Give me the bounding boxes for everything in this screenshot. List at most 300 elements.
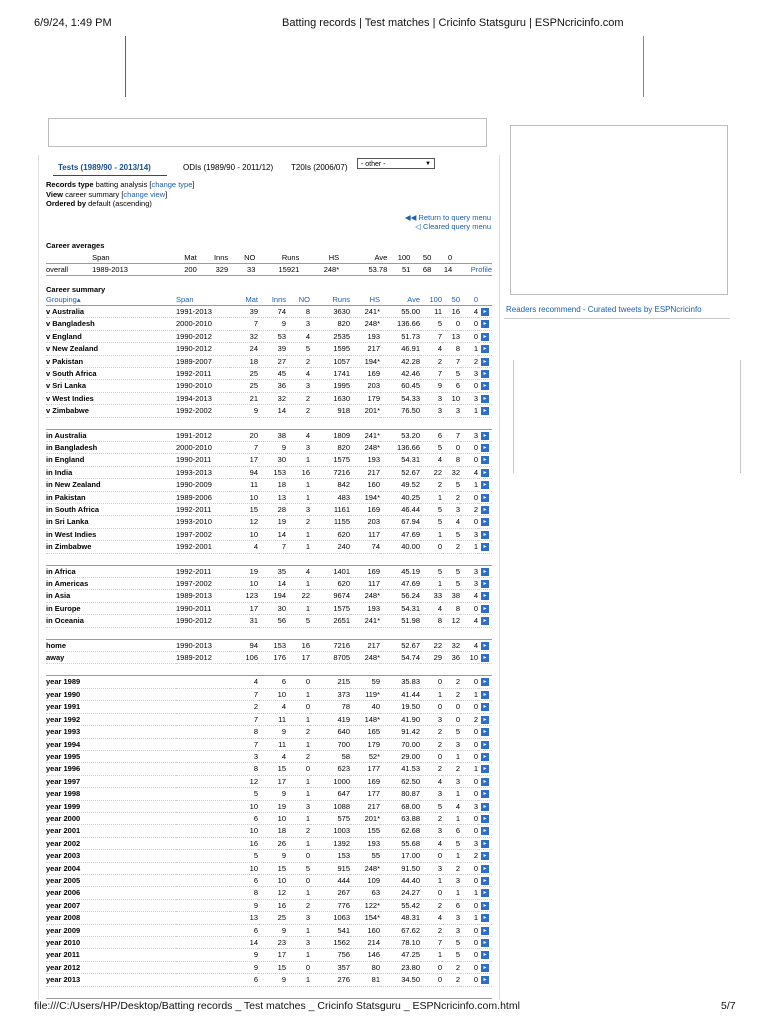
row-label: home bbox=[46, 639, 176, 651]
table-cell: 7 bbox=[230, 441, 258, 453]
table-cell: 30 bbox=[258, 602, 286, 614]
table-cell: 201* bbox=[350, 405, 380, 417]
table-cell: 3 bbox=[442, 504, 460, 516]
table-cell: 12 bbox=[258, 887, 286, 899]
row-label: year 2007 bbox=[46, 899, 176, 911]
table-cell: 1991-2013 bbox=[176, 305, 230, 317]
table-cell: 1991-2012 bbox=[176, 429, 230, 441]
table-cell: 0 bbox=[420, 850, 442, 862]
table-cell: 248* bbox=[299, 263, 339, 275]
table-cell: 13 bbox=[230, 912, 258, 924]
records-type-value: batting analysis bbox=[95, 180, 148, 189]
expand-arrow-icon[interactable]: ▸ bbox=[481, 432, 489, 440]
view-label: View bbox=[46, 189, 63, 199]
table-cell: 2 bbox=[442, 688, 460, 700]
row-expand-cell bbox=[478, 343, 492, 355]
separator-cell bbox=[442, 986, 460, 998]
table-cell: 5 bbox=[442, 726, 460, 738]
table-cell: 33 bbox=[420, 590, 442, 602]
table-cell: 3 bbox=[442, 405, 460, 417]
table-cell: 1 bbox=[286, 479, 310, 491]
row-label: v New Zealand bbox=[46, 343, 176, 355]
table-cell: 1401 bbox=[310, 565, 350, 577]
row-label: year 2005 bbox=[46, 874, 176, 886]
expand-arrow-icon[interactable]: ▸ bbox=[481, 345, 489, 353]
table-cell: 203 bbox=[350, 516, 380, 528]
table-cell: 106 bbox=[230, 652, 258, 664]
table-cell bbox=[176, 899, 230, 911]
profile-link[interactable]: Profile bbox=[452, 263, 492, 275]
column-header: HS bbox=[299, 252, 339, 264]
grouping-sort-header[interactable]: Grouping▴ bbox=[46, 294, 176, 306]
page-title: Batting records | Test matches | Cricinfo Statsguru | ESPNcricinfo.com bbox=[282, 17, 624, 29]
table-cell: 10 bbox=[230, 491, 258, 503]
table-row bbox=[46, 912, 492, 924]
table-cell bbox=[176, 713, 230, 725]
expand-arrow-icon[interactable]: ▸ bbox=[481, 382, 489, 390]
table-cell: 0 bbox=[420, 974, 442, 986]
table-row bbox=[46, 974, 492, 986]
table-cell: 119* bbox=[350, 688, 380, 700]
expand-arrow-icon[interactable]: ▸ bbox=[481, 407, 489, 415]
row-label: away bbox=[46, 652, 176, 664]
table-cell: 0 bbox=[460, 825, 478, 837]
table-cell: 1 bbox=[286, 578, 310, 590]
table-cell: 3 bbox=[230, 750, 258, 762]
table-cell: 146 bbox=[350, 949, 380, 961]
table-cell: 68 bbox=[410, 263, 431, 275]
table-cell: 22 bbox=[420, 466, 442, 478]
table-cell: 3 bbox=[286, 937, 310, 949]
row-expand-cell bbox=[478, 874, 492, 886]
row-expand-cell bbox=[478, 825, 492, 837]
table-cell: 4 bbox=[420, 602, 442, 614]
change-view-link[interactable]: change view bbox=[123, 189, 166, 199]
table-cell: 148* bbox=[350, 713, 380, 725]
table-cell: 4 bbox=[286, 367, 310, 379]
table-cell: 4 bbox=[230, 541, 258, 553]
career-averages-header-row bbox=[46, 252, 492, 264]
expand-arrow-icon[interactable]: ▸ bbox=[481, 617, 489, 625]
table-row bbox=[46, 850, 492, 862]
table-cell: 1990-2013 bbox=[176, 639, 230, 651]
table-cell: 3 bbox=[420, 392, 442, 404]
row-expand-cell bbox=[478, 528, 492, 540]
separator-cell bbox=[310, 417, 350, 429]
table-cell: 54.33 bbox=[380, 392, 420, 404]
table-row bbox=[46, 355, 492, 367]
table-cell: 15 bbox=[230, 504, 258, 516]
table-cell: 60.45 bbox=[380, 380, 420, 392]
table-cell: 193 bbox=[350, 454, 380, 466]
row-expand-cell bbox=[478, 602, 492, 614]
expand-arrow-icon[interactable]: ▸ bbox=[481, 580, 489, 588]
table-cell: 0 bbox=[460, 602, 478, 614]
table-cell: 18 bbox=[258, 825, 286, 837]
table-cell: 2 bbox=[420, 899, 442, 911]
table-cell bbox=[176, 837, 230, 849]
expand-arrow-icon[interactable]: ▸ bbox=[481, 840, 489, 848]
row-expand-cell bbox=[478, 837, 492, 849]
expand-arrow-icon[interactable]: ▸ bbox=[481, 703, 489, 711]
expand-arrow-icon[interactable]: ▸ bbox=[481, 852, 489, 860]
separator-cell bbox=[460, 417, 478, 429]
expand-arrow-icon[interactable]: ▸ bbox=[481, 753, 489, 761]
readers-recommend-link[interactable]: Readers recommend - Curated tweets by ESPNcricinfo bbox=[506, 305, 702, 314]
expand-arrow-icon[interactable]: ▸ bbox=[481, 333, 489, 341]
separator-cell bbox=[478, 986, 492, 998]
expand-arrow-icon[interactable]: ▸ bbox=[481, 358, 489, 366]
table-cell bbox=[176, 788, 230, 800]
table-cell: 1 bbox=[460, 688, 478, 700]
table-cell bbox=[176, 726, 230, 738]
row-label: year 2012 bbox=[46, 961, 176, 973]
tab-t20is[interactable]: T20Is (2006/07) bbox=[291, 163, 348, 172]
query-links bbox=[39, 213, 491, 231]
expand-arrow-icon[interactable]: ▸ bbox=[481, 728, 489, 736]
expand-arrow-icon[interactable]: ▸ bbox=[481, 691, 489, 699]
separator-cell bbox=[230, 986, 258, 998]
return-to-query-link[interactable]: Return to query menu bbox=[418, 212, 491, 222]
expand-arrow-icon[interactable]: ▸ bbox=[481, 877, 489, 885]
table-cell: 6 bbox=[230, 874, 258, 886]
table-cell: 58 bbox=[310, 750, 350, 762]
career-summary-header-row bbox=[46, 294, 492, 306]
table-cell: 1997-2002 bbox=[176, 528, 230, 540]
expand-arrow-icon[interactable]: ▸ bbox=[481, 568, 489, 576]
expand-arrow-icon[interactable]: ▸ bbox=[481, 469, 489, 477]
table-cell: 4 bbox=[460, 466, 478, 478]
table-cell: 53.78 bbox=[339, 263, 387, 275]
row-expand-cell bbox=[478, 380, 492, 392]
ad-border-right bbox=[643, 36, 644, 97]
table-cell: 248* bbox=[350, 590, 380, 602]
table-cell: 9 bbox=[258, 318, 286, 330]
table-cell: 24.27 bbox=[380, 887, 420, 899]
expand-arrow-icon[interactable]: ▸ bbox=[481, 741, 489, 749]
separator-cell bbox=[420, 417, 442, 429]
row-label: year 1996 bbox=[46, 763, 176, 775]
table-cell: 31 bbox=[230, 615, 258, 627]
tab-odis[interactable]: ODIs (1989/90 - 2011/12) bbox=[183, 163, 274, 172]
print-datetime: 6/9/24, 1:49 PM bbox=[34, 17, 112, 29]
table-row bbox=[46, 392, 492, 404]
table-cell: 153 bbox=[258, 639, 286, 651]
table-cell: 3 bbox=[460, 800, 478, 812]
table-cell: 22 bbox=[420, 639, 442, 651]
expand-arrow-icon[interactable]: ▸ bbox=[481, 506, 489, 514]
statsguru-content bbox=[38, 155, 500, 1000]
table-cell: 4 bbox=[420, 343, 442, 355]
table-cell: 1 bbox=[286, 837, 310, 849]
table-cell: 51 bbox=[387, 263, 410, 275]
separator-cell bbox=[460, 553, 478, 565]
row-label: in Pakistan bbox=[46, 491, 176, 503]
table-cell: 26 bbox=[258, 837, 286, 849]
table-cell: 177 bbox=[350, 788, 380, 800]
table-cell: 32 bbox=[230, 330, 258, 342]
table-cell: 3 bbox=[286, 318, 310, 330]
expand-arrow-icon[interactable]: ▸ bbox=[481, 902, 489, 910]
expand-arrow-icon[interactable]: ▸ bbox=[481, 778, 489, 786]
row-expand-cell bbox=[478, 639, 492, 651]
separator-cell bbox=[350, 417, 380, 429]
table-cell: 0 bbox=[460, 812, 478, 824]
row-label: year 1991 bbox=[46, 701, 176, 713]
expand-arrow-icon[interactable]: ▸ bbox=[481, 444, 489, 452]
table-cell: 3 bbox=[460, 429, 478, 441]
table-cell: 6 bbox=[442, 825, 460, 837]
expand-arrow-icon[interactable]: ▸ bbox=[481, 790, 489, 798]
table-cell: 7216 bbox=[310, 639, 350, 651]
table-cell: 2 bbox=[442, 961, 460, 973]
table-cell: 5 bbox=[442, 937, 460, 949]
row-expand-cell bbox=[478, 578, 492, 590]
tab-tests[interactable]: Tests (1989/90 - 2013/14) bbox=[58, 163, 151, 172]
table-cell: 47.69 bbox=[380, 578, 420, 590]
separator-cell bbox=[460, 986, 478, 998]
row-expand-cell bbox=[478, 763, 492, 775]
table-cell: 74 bbox=[350, 541, 380, 553]
table-cell: 91.50 bbox=[380, 862, 420, 874]
table-cell: 4 bbox=[230, 676, 258, 688]
table-cell: 1 bbox=[442, 850, 460, 862]
table-cell: 19 bbox=[258, 800, 286, 812]
expand-arrow-icon[interactable]: ▸ bbox=[481, 370, 489, 378]
separator-cell bbox=[46, 417, 176, 429]
ordered-value: default (ascending) bbox=[88, 199, 152, 208]
table-row bbox=[46, 688, 492, 700]
column-header: 100 bbox=[420, 294, 442, 306]
table-cell: 1 bbox=[420, 949, 442, 961]
table-cell: 2 bbox=[286, 516, 310, 528]
table-cell: 169 bbox=[350, 775, 380, 787]
table-row bbox=[46, 676, 492, 688]
separator-cell bbox=[230, 553, 258, 565]
table-cell: 39 bbox=[258, 343, 286, 355]
table-cell: 41.90 bbox=[380, 713, 420, 725]
separator-cell bbox=[350, 553, 380, 565]
table-cell: 0 bbox=[460, 775, 478, 787]
table-row bbox=[46, 504, 492, 516]
expand-arrow-icon[interactable]: ▸ bbox=[481, 716, 489, 724]
expand-arrow-icon[interactable]: ▸ bbox=[481, 678, 489, 686]
table-cell: 1990-2012 bbox=[176, 343, 230, 355]
table-cell: 2 bbox=[286, 392, 310, 404]
table-cell: 80 bbox=[350, 961, 380, 973]
row-label: year 2009 bbox=[46, 924, 176, 936]
row-label: in Bangladesh bbox=[46, 441, 176, 453]
query-meta bbox=[46, 180, 499, 209]
table-cell: 160 bbox=[350, 479, 380, 491]
table-cell bbox=[176, 974, 230, 986]
other-format-select[interactable] bbox=[357, 158, 435, 169]
column-header: NO bbox=[228, 252, 255, 264]
expand-arrow-icon[interactable]: ▸ bbox=[481, 456, 489, 464]
table-cell: 6 bbox=[258, 676, 286, 688]
table-cell: 153 bbox=[258, 466, 286, 478]
table-cell bbox=[176, 812, 230, 824]
separator-cell bbox=[350, 627, 380, 639]
table-cell: 55.00 bbox=[380, 305, 420, 317]
table-cell: 1392 bbox=[310, 837, 350, 849]
expand-arrow-icon[interactable]: ▸ bbox=[481, 976, 489, 984]
group-separator bbox=[46, 417, 492, 429]
table-cell: 51.73 bbox=[380, 330, 420, 342]
table-cell: 2 bbox=[286, 405, 310, 417]
expand-arrow-icon[interactable]: ▸ bbox=[481, 494, 489, 502]
row-expand-cell bbox=[478, 701, 492, 713]
table-cell: 3 bbox=[286, 504, 310, 516]
row-expand-cell bbox=[478, 726, 492, 738]
row-expand-cell bbox=[478, 516, 492, 528]
row-label: in Sri Lanka bbox=[46, 516, 176, 528]
table-row bbox=[46, 788, 492, 800]
table-cell: 169 bbox=[350, 367, 380, 379]
table-cell: 32 bbox=[258, 392, 286, 404]
table-cell: 4 bbox=[442, 516, 460, 528]
row-label: in New Zealand bbox=[46, 479, 176, 491]
table-cell: 7 bbox=[258, 541, 286, 553]
table-cell: 18 bbox=[258, 479, 286, 491]
expand-arrow-icon[interactable]: ▸ bbox=[481, 481, 489, 489]
table-cell: 59 bbox=[350, 676, 380, 688]
expand-arrow-icon[interactable]: ▸ bbox=[481, 518, 489, 526]
table-cell: 17 bbox=[230, 454, 258, 466]
row-label: year 2006 bbox=[46, 887, 176, 899]
expand-arrow-icon[interactable]: ▸ bbox=[481, 654, 489, 662]
expand-arrow-icon[interactable]: ▸ bbox=[481, 815, 489, 823]
separator-cell bbox=[176, 417, 230, 429]
table-cell: 0 bbox=[286, 763, 310, 775]
table-cell: 15 bbox=[258, 862, 286, 874]
expand-arrow-icon[interactable]: ▸ bbox=[481, 395, 489, 403]
change-type-link[interactable]: change type bbox=[151, 180, 193, 189]
table-cell: 6 bbox=[442, 380, 460, 392]
table-cell: 91.42 bbox=[380, 726, 420, 738]
row-expand-cell bbox=[478, 788, 492, 800]
table-cell: 5 bbox=[420, 516, 442, 528]
table-cell: 46.91 bbox=[380, 343, 420, 355]
expand-arrow-icon[interactable]: ▸ bbox=[481, 803, 489, 811]
row-expand-cell bbox=[478, 541, 492, 553]
table-cell: 3 bbox=[442, 874, 460, 886]
table-cell: 9 bbox=[230, 961, 258, 973]
table-cell: 276 bbox=[310, 974, 350, 986]
table-cell: 7 bbox=[230, 713, 258, 725]
expand-arrow-icon[interactable]: ▸ bbox=[481, 642, 489, 650]
table-cell: 74 bbox=[258, 305, 286, 317]
expand-arrow-icon[interactable]: ▸ bbox=[481, 927, 489, 935]
table-cell: 44.40 bbox=[380, 874, 420, 886]
table-cell: 6 bbox=[230, 974, 258, 986]
row-label: v Australia bbox=[46, 305, 176, 317]
table-cell: 5 bbox=[230, 788, 258, 800]
separator-cell bbox=[310, 553, 350, 565]
expand-arrow-icon[interactable]: ▸ bbox=[481, 308, 489, 316]
row-label: in Americas bbox=[46, 578, 176, 590]
table-cell: 620 bbox=[310, 528, 350, 540]
table-cell bbox=[176, 850, 230, 862]
table-cell: 214 bbox=[350, 937, 380, 949]
column-header: 0 bbox=[431, 252, 452, 264]
table-cell: 1 bbox=[442, 887, 460, 899]
table-cell: 2 bbox=[460, 504, 478, 516]
separator-cell bbox=[258, 664, 286, 676]
row-label: year 2013 bbox=[46, 974, 176, 986]
table-cell: 915 bbox=[310, 862, 350, 874]
expand-arrow-icon[interactable]: ▸ bbox=[481, 827, 489, 835]
expand-arrow-icon[interactable]: ▸ bbox=[481, 592, 489, 600]
table-cell: 41.53 bbox=[380, 763, 420, 775]
table-cell: 1595 bbox=[310, 343, 350, 355]
table-cell: 56 bbox=[258, 615, 286, 627]
expand-arrow-icon[interactable]: ▸ bbox=[481, 939, 489, 947]
table-row bbox=[46, 874, 492, 886]
table-cell: 2 bbox=[442, 862, 460, 874]
table-cell: 2 bbox=[286, 825, 310, 837]
expand-arrow-icon[interactable]: ▸ bbox=[481, 605, 489, 613]
table-cell: 3 bbox=[420, 825, 442, 837]
cleared-query-link[interactable]: Cleared query menu bbox=[423, 221, 491, 231]
expand-arrow-icon[interactable]: ▸ bbox=[481, 964, 489, 972]
row-expand-cell bbox=[478, 479, 492, 491]
table-cell: 2 bbox=[442, 491, 460, 503]
expand-arrow-icon[interactable]: ▸ bbox=[481, 320, 489, 328]
table-cell bbox=[176, 874, 230, 886]
table-cell: 194* bbox=[350, 491, 380, 503]
expand-arrow-icon[interactable]: ▸ bbox=[481, 531, 489, 539]
table-cell: 1989-2006 bbox=[176, 491, 230, 503]
row-label: year 2001 bbox=[46, 825, 176, 837]
row-label: year 1994 bbox=[46, 738, 176, 750]
column-header: HS bbox=[350, 294, 380, 306]
table-row bbox=[46, 800, 492, 812]
table-cell: 16 bbox=[286, 639, 310, 651]
table-cell: 5 bbox=[442, 528, 460, 540]
table-cell: 5 bbox=[420, 441, 442, 453]
table-cell: 1992-2002 bbox=[176, 405, 230, 417]
table-cell: 1155 bbox=[310, 516, 350, 528]
expand-arrow-icon[interactable]: ▸ bbox=[481, 889, 489, 897]
separator-cell bbox=[442, 664, 460, 676]
row-expand-cell bbox=[478, 466, 492, 478]
table-cell: 12 bbox=[442, 615, 460, 627]
expand-arrow-icon[interactable]: ▸ bbox=[481, 543, 489, 551]
table-cell: 623 bbox=[310, 763, 350, 775]
expand-arrow-icon[interactable]: ▸ bbox=[481, 914, 489, 922]
expand-arrow-icon[interactable]: ▸ bbox=[481, 865, 489, 873]
sidebar-ad-box bbox=[510, 125, 728, 295]
table-cell: 39 bbox=[230, 305, 258, 317]
separator-cell bbox=[380, 417, 420, 429]
separator-cell bbox=[46, 986, 176, 998]
table-cell: 1997-2002 bbox=[176, 578, 230, 590]
table-cell: 1161 bbox=[310, 504, 350, 516]
table-cell: 7 bbox=[442, 429, 460, 441]
expand-arrow-icon[interactable]: ▸ bbox=[481, 951, 489, 959]
expand-arrow-icon[interactable]: ▸ bbox=[481, 765, 489, 773]
table-cell: 357 bbox=[310, 961, 350, 973]
row-label: year 2011 bbox=[46, 949, 176, 961]
table-cell: 4 bbox=[420, 775, 442, 787]
table-cell: 7 bbox=[230, 738, 258, 750]
table-row bbox=[46, 837, 492, 849]
table-cell: 842 bbox=[310, 479, 350, 491]
row-expand-cell bbox=[478, 441, 492, 453]
separator-cell bbox=[176, 986, 230, 998]
table-cell: 0 bbox=[460, 380, 478, 392]
